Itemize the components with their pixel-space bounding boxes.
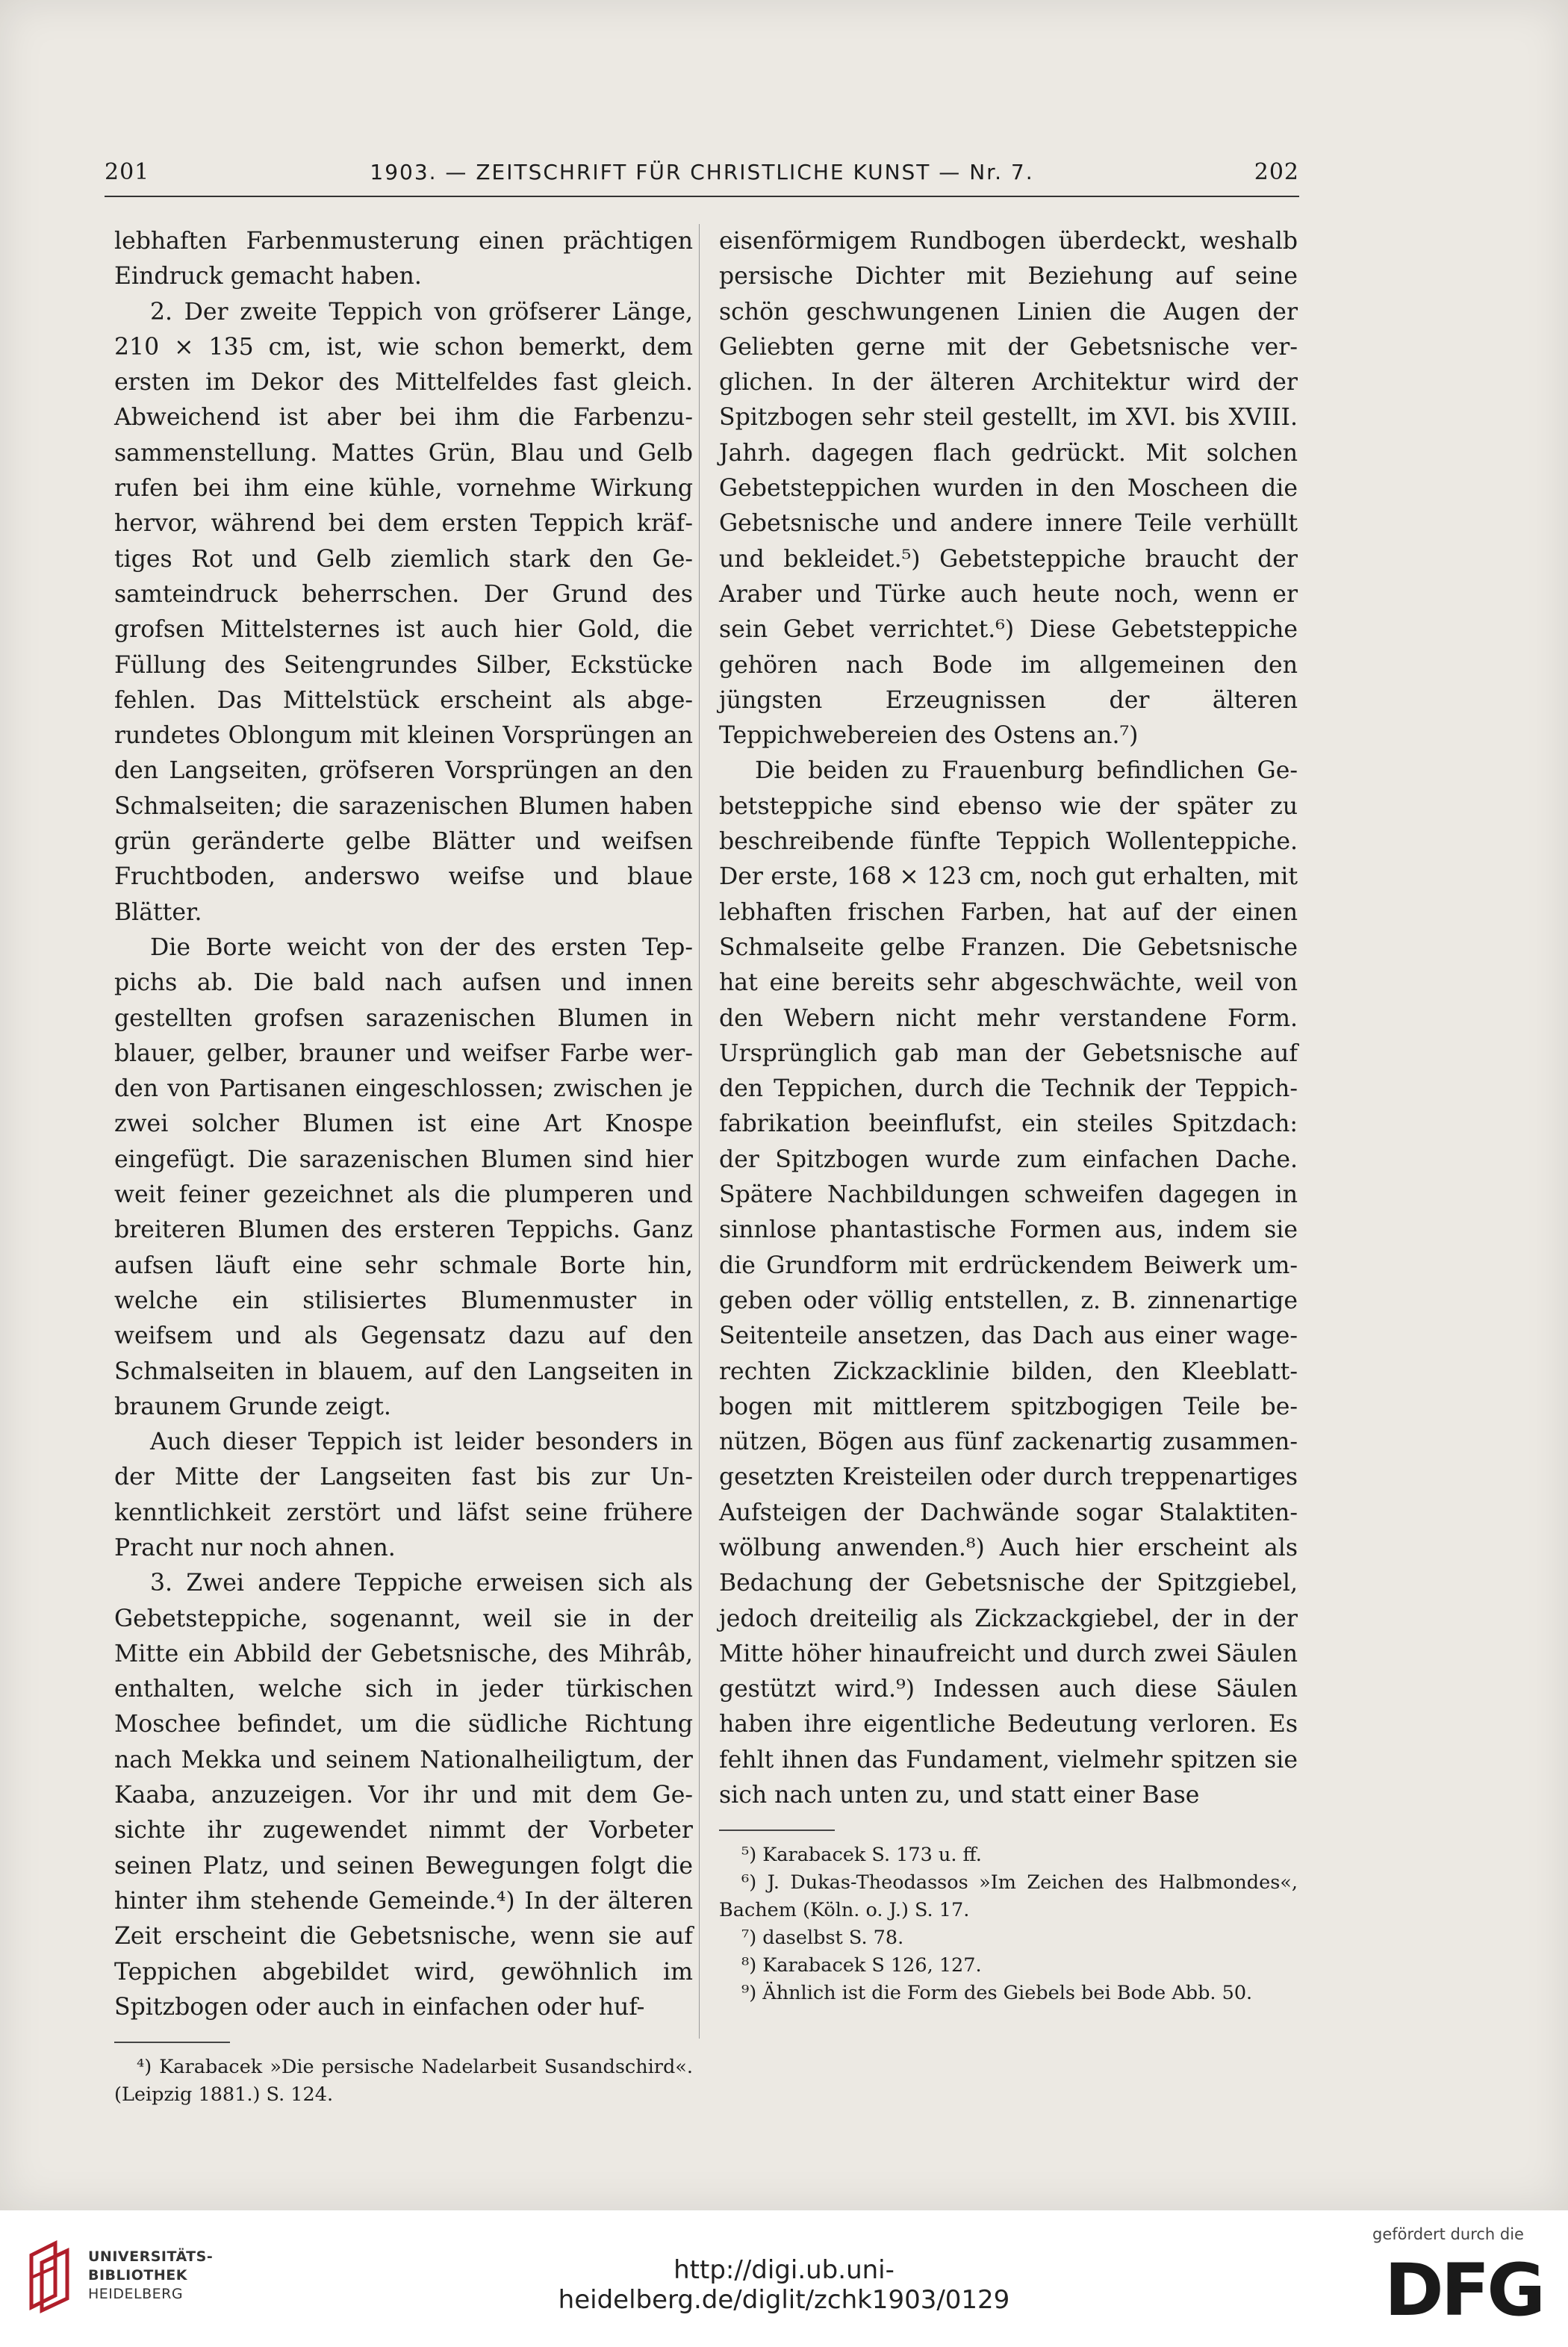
paragraph: 2. Der zweite Teppich von gröfserer Länge, 210 × 135 cm, ist, wie schon bemerkt, dem ersten im Dekor des Mittelfeldes fast gleich. Abweichend ist aber bei ihm die Farbenzusammenstellung. Mattes Grün, Blau und Gelb rufen bei ihm eine kühle, vornehme Wirkung hervor, während bei dem ersten Teppich kräftiges Rot und Gelb ziemlich stark den Gesamteindruck beherrschen. Der Grund des grofsen Mittelsternes ist auch hier Gold, die Füllung des Seitengrundes Silber, Eckstücke fehlen. Das Mittelstück erscheint als abgerundetes Oblongum mit kleinen Vorsprüngen an den Langseiten, gröfseren Vorsprüngen an den Schmalseiten; die sarazenischen Blumen haben grün geränderte gelbe Blätter und weifsen Fruchtboden, anderswo weifse und blaue Blätter. xyxy=(114,298,693,926)
page-number-right: 202 xyxy=(1254,158,1299,185)
footnote: ⁹) Ähnlich ist die Form des Giebels bei Bode Abb. 50. xyxy=(741,1982,1253,2005)
footnotes-right xyxy=(719,1841,1298,2007)
source-url-link[interactable]: http://digi.ub.uni-heidelberg.de/diglit/zchk1903/0129 xyxy=(558,2255,1010,2315)
footnote: ⁸) Karabacek S 126, 127. xyxy=(741,1954,982,1977)
paragraph: eisenförmigem Rundbogen überdeckt, weshalb persische Dichter mit Beziehung auf seine schön geschwungenen Linien die Augen der Geliebten gerne mit der Gebetsnische verglichen. In der älteren Architektur wird der Spitzbogen sehr steil gestellt, im XVI. bis XVIII. Jahrh. dagegen flach gedrückt. Mit solchen Gebetsteppichen wurden in den Moscheen die Gebetsnische und andere innere Teile verhüllt und bekleidet.⁵) Gebetsteppiche braucht der Araber und Türke auch heute noch, wenn er sein Gebet verrichtet.⁶) Diese Gebetsteppiche gehören nach Bode im allgemeinen den jüngsten Erzeugnissen der älteren Teppichwebereien des Ostens an.⁷) xyxy=(719,228,1298,750)
dfg-logo-text: DFG xyxy=(1384,2248,1543,2332)
header-rule xyxy=(105,196,1299,197)
paragraph: 3. Zwei andere Teppiche erweisen sich als Gebetsteppiche, sogenannt, weil sie in der Mitte ein Abbild der Gebetsnische, des Mihrâb, enthalten, welche sich in jeder türkischen Moschee befindet, um die südliche Richtung nach Mekka und seinem Nationalheiligtum, der Kaaba, anzuzeigen. Vor ihr und mit dem Gesichte ihr zugewendet nimmt der Vorbeter seinen Platz, und seinen Bewegungen folgt die hinter ihm stehende Gemeinde.⁴) In der älteren Zeit erscheint die Gebetsnische, wenn sie auf Teppichen abgebildet wird, gewöhnlich im Spitzbogen oder auch in einfachen oder huf- xyxy=(114,1570,693,2021)
running-head xyxy=(105,153,1299,190)
footnote-rule xyxy=(719,1830,835,1831)
footnote-rule xyxy=(114,2042,230,2043)
column-divider xyxy=(699,224,700,2039)
footer-bar xyxy=(0,2210,1568,2347)
left-column xyxy=(114,224,693,2107)
library-name-line: UNIVERSITÄTS- xyxy=(88,2248,214,2265)
footnote: ⁷) daselbst S. 78. xyxy=(741,1927,904,1950)
footnote: ⁶) J. Dukas-Theodassos »Im Zeichen des Halbmondes«, Bachem (Köln. o. J.) S. 17. xyxy=(719,1871,1298,1922)
funded-by-label: gefördert durch die xyxy=(1372,2225,1524,2243)
dfg-logo xyxy=(1381,2246,1546,2332)
paragraph: Auch dieser Teppich ist leider besonders in der Mitte der Langseiten fast bis zur Unkenntlichkeit zerstört und läfst seine frühere Pracht nur noch ahnen. xyxy=(114,1429,693,1561)
library-name xyxy=(88,2248,213,2304)
library-name-line: HEIDELBERG xyxy=(88,2286,184,2302)
library-logo-icon xyxy=(25,2240,78,2313)
paragraph: lebhaften Farbenmusterung einen prächtigen Eindruck gemacht haben. xyxy=(114,228,693,290)
library-name-line: BIBLIOTHEK xyxy=(88,2267,187,2284)
page-number-left: 201 xyxy=(105,158,150,185)
paragraph: Die Borte weicht von der des ersten Teppichs ab. Die bald nach aufsen und innen gestellten grofsen sarazenischen Blumen in blauer, gelber, brauner und weifser Farbe werden von Partisanen eingeschlossen; zwischen je zwei solcher Blumen ist eine Art Knospe eingefügt. Die sarazenischen Blumen sind hier weit feiner gezeichnet als die plumperen und breiteren Blumen des ersteren Teppichs. Ganz aufsen läuft eine sehr schmale Borte hin, welche ein stilisiertes Blumenmuster in weifsem und als Gegensatz dazu auf den Schmalseiten in blauem, auf den Langseiten in braunem Grunde zeigt. xyxy=(114,933,693,1420)
journal-title: 1903. — ZEITSCHRIFT FÜR CHRISTLICHE KUNST — Nr. 7. xyxy=(370,159,1034,184)
footnotes-left xyxy=(114,2054,693,2109)
right-column xyxy=(719,224,1298,2076)
footnote: ⁴) Karabacek »Die persische Nadelarbeit Susandschird«. (Leipzig 1881.) S. 124. xyxy=(114,2056,693,2107)
paragraph: Die beiden zu Frauenburg befindlichen Gebetsteppiche sind ebenso wie der später zu beschreibende fünfte Teppich Wollenteppiche. Der erste, 168 × 123 cm, noch gut erhalten, mit lebhaften frischen Farben, hat auf der einen Schmalseite gelbe Franzen. Die Gebetsnische hat eine bereits sehr abgeschwächte, weil von den Webern nicht mehr verstandene Form. Ursprünglich gab man der Gebetsnische auf den Teppichen, durch die Technik der Teppichfabrikation beeinflufst, ein steiles Spitzdach: der Spitzbogen wurde zum einfachen Dache. Spätere Nachbildungen schweifen dagegen in sinnlose phantastische Formen aus, indem sie die Grundform mit erdrückendem Beiwerk umgeben oder völlig entstellen, z. B. zinnenartige Seitenteile ansetzen, das Dach aus einer wagerechten Zickzacklinie bilden, den Kleeblattbogen mit mittlerem spitzbogigen Teile benützen, Bögen aus fünf zackenartig zusammengesetzten Kreisteilen oder durch treppenartiges Aufsteigen der Dachwände sogar Stalaktitenwölbung anwenden.⁸) Auch hier erscheint als Bedachung der Gebetsnische der Spitzgiebel, jedoch dreiteilig als Zickzackgiebel, der in der Mitte höher hinaufreicht und durch zwei Säulen gestützt wird.⁹) Indessen auch diese Säulen haben ihre eigentliche Bedeutung verloren. Es fehlt ihnen das Fundament, vielmehr spitzen sie sich nach unten zu, und statt einer Base xyxy=(719,757,1298,1809)
footnote: ⁵) Karabacek S. 173 u. ff. xyxy=(741,1844,982,1867)
